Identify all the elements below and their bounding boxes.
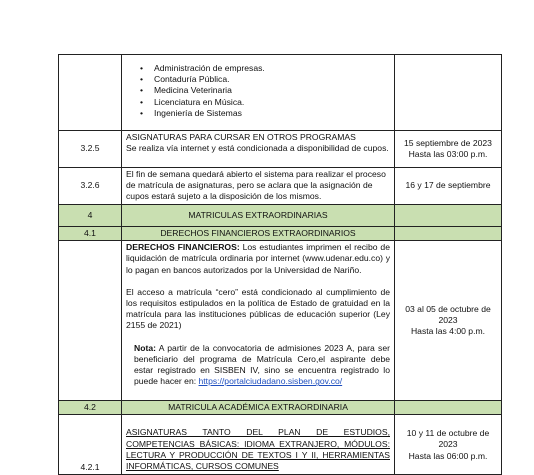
programs-list [126,63,390,119]
date-cell: 16 y 17 de septiembre [395,168,502,205]
list-item: • Licenciatura en Música. [140,96,245,107]
row-text: El fin de semana quedará abierto el sistema para realizar el proceso de matrícula de asignaturas, pero se aclara que la asignación de cupos estará sujeto a la disposición de los mismos. [126,169,386,202]
programs-cell [122,55,395,131]
section-number: 4 [59,205,122,227]
row-text: ASIGNATURAS TANTO DEL PLAN DE ESTUDIOS, COMPETENCIAS BÁSICAS: IDIOMA EXTRANJERO, MÓDULOS: LECTURA Y PRODUCCIÓN DE TEXTOS I Y II, HERRAMIENTAS INFORMÁTICAS, CURSOS COMUNES [126,427,390,472]
list-item: • Medicina Veterinaria [140,85,232,96]
date-text: 15 septiembre de 2023 [404,137,492,148]
bullet-icon: • [140,107,144,118]
time-text: Hasta las 03:00 p.m. [408,149,488,159]
row-number: 3.2.6 [59,168,122,205]
date-text: 03 al 05 de octubre de 2023 [405,303,491,326]
bullet-icon: • [140,74,144,85]
date-cell [395,131,502,168]
description-cell [122,168,395,205]
list-item: • Contaduría Pública. [140,74,230,85]
list-item: • Administración de empresas. [140,63,265,73]
time-text: Hasta las 4:00 p.m. [410,326,486,337]
table-row [59,131,502,168]
description-cell [122,241,395,401]
date-cell [395,241,502,401]
row-number: 4.2.1 [59,415,122,475]
table-row [59,55,502,131]
section-header-row [59,401,502,415]
date-cell [395,415,502,475]
section-header-row [59,205,502,227]
description-cell [122,415,395,475]
time-text: Hasta las 06:00 p.m. [408,450,488,461]
zero-tuition-paragraph: El acceso a matrícula “cero” está condicionado al cumplimiento de los requisitos estipulados en la política de Estado de gratuidad en la matrícula para las instituciones públicas de educación superior (Ley 2155 de 2021) [126,286,390,331]
row-title: ASIGNATURAS PARA CURSAR EN OTROS PROGRAMAS [126,132,356,142]
row-number: 3.2.5 [59,131,122,168]
bullet-icon: • [140,85,144,96]
section-number: 4.2 [59,401,122,415]
description-cell [122,131,395,168]
table-row [59,168,502,205]
note-paragraph: Nota: A partir de la convocatoria de admisiones 2023 A, para ser beneficiario del programa de Matrícula Cero,el aspirante debe estar registrado en SISBEN IV, sino se encuentra registrado lo puede hacer en: https://portalciudadano.sisben.gov.co/ [134,342,390,387]
section-header-row [59,227,502,241]
date-text: 10 y 11 de octubre de 2023 [406,428,490,450]
row-text: Se realiza vía internet y está condicionada a disponibilidad de cupos. [126,143,389,154]
sisben-link[interactable]: https://portalciudadano.sisben.gov.co/ [198,376,343,387]
bullet-icon: • [140,96,144,107]
section-title: MATRICULA ACADÉMICA EXTRAORDINARIA [122,401,395,415]
section-title: MATRICULAS EXTRAORDINARIAS [122,205,395,227]
bullet-icon: • [140,63,144,73]
section-number: 4.1 [59,227,122,241]
section-title: DERECHOS FINANCIEROS EXTRAORDINARIOS [122,227,395,241]
list-item: • Ingeniería de Sistemas [140,107,242,118]
schedule-table [58,54,502,475]
table-row [59,241,502,401]
financial-paragraph: DERECHOS FINANCIEROS: Los estudiantes imprimen el recibo de liquidación de matrícula ordinaria por internet (www.udenar.edu.co) y lo pagan en bancos autorizados por la Universidad de Nariño. [126,242,390,275]
table-row [59,415,502,475]
